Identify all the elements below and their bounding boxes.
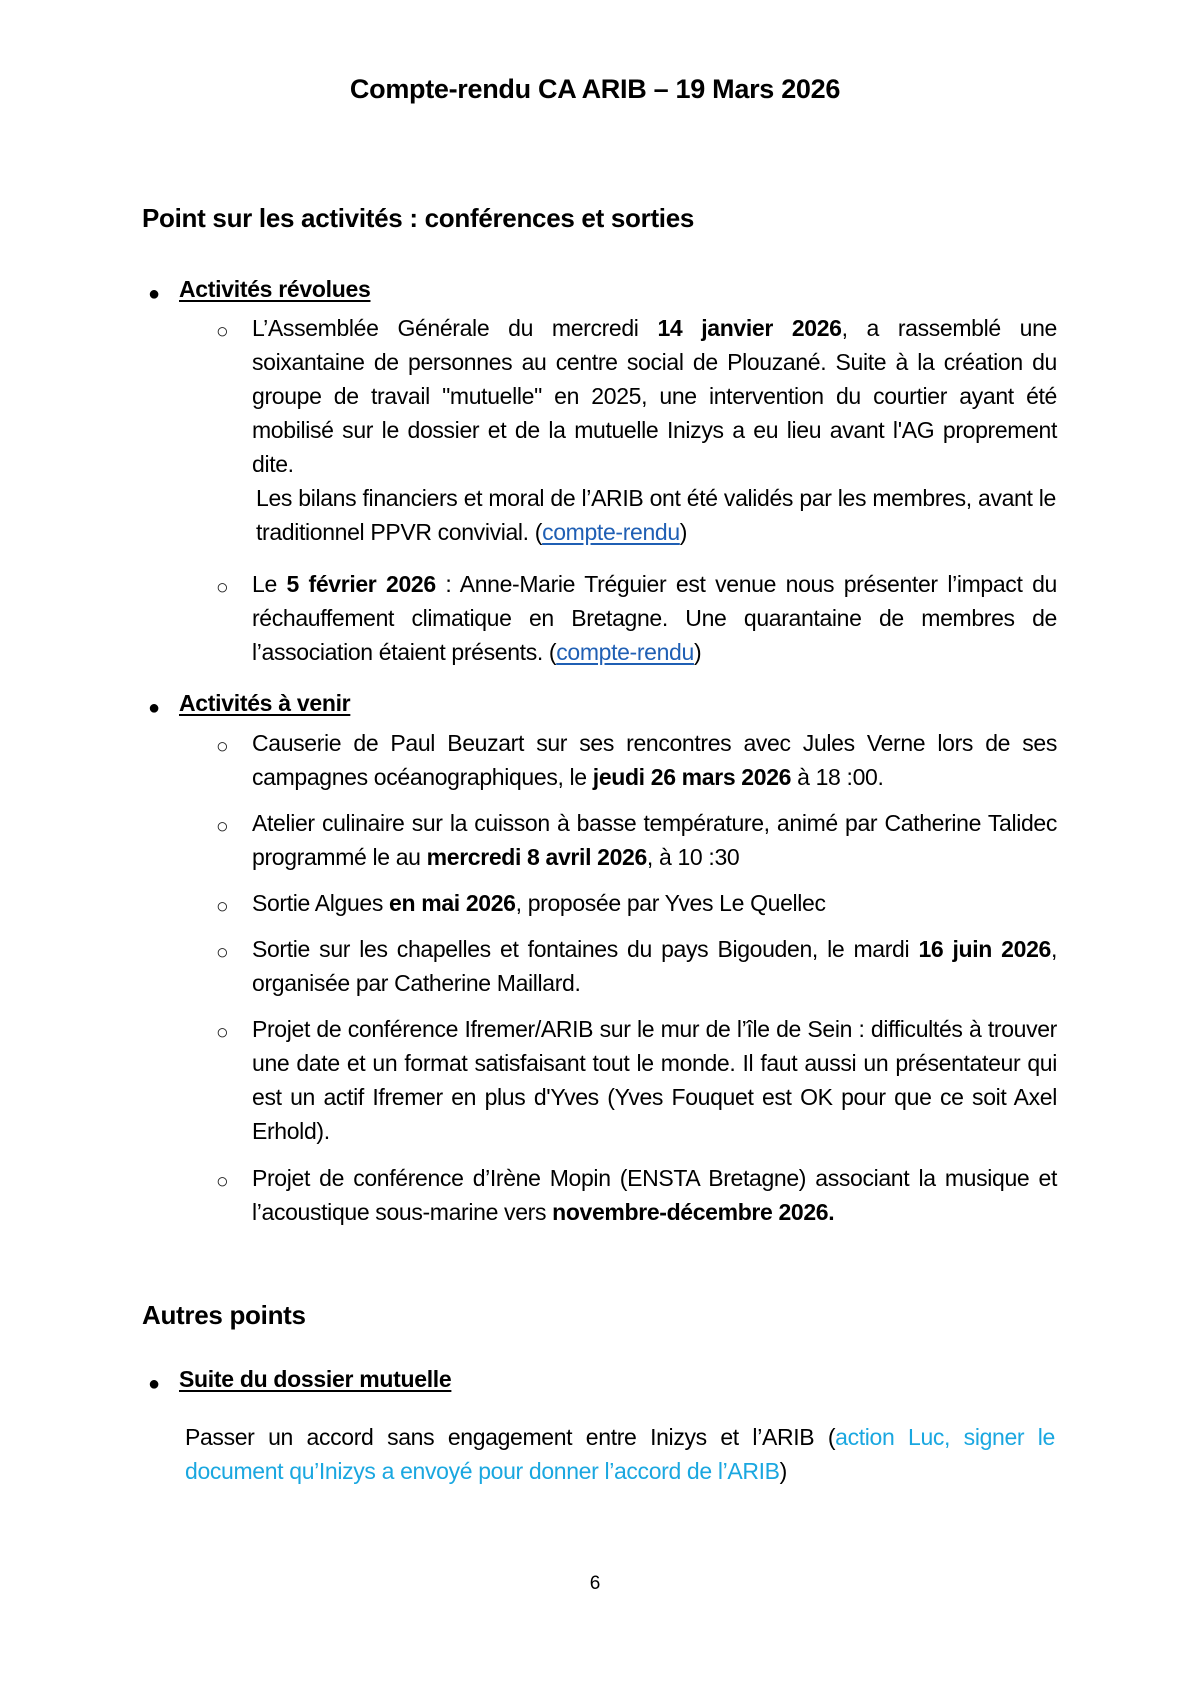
sub-bullet-icon: ○: [216, 576, 229, 599]
list-item: Sortie sur les chapelles et fontaines du pays Bigouden, le mardi 16 juin 2026, organisée par Catherine Maillard.: [252, 936, 1057, 996]
list-item: L’Assemblée Générale du mercredi 14 janvier 2026, a rassemblé une soixantaine de personnes au centre social de Plouzané. Suite à la création du groupe de travail "mutuelle" en 2025, une intervention du courtier ayant été mobilisé sur le dossier et de la mutuelle Inizys a eu lieu avant l'AG proprement dite.: [252, 315, 1057, 477]
mutuelle-paragraph: Passer un accord sans engagement entre Inizys et l’ARIB (action Luc, signer le document qu’Inizys a envoyé pour donner l’accord de l’ARIB): [185, 1424, 1056, 1484]
bullet-icon: ●: [148, 1373, 161, 1395]
subsection-mutuelle: Suite du dossier mutuelle: [179, 1366, 452, 1392]
sub-bullet-icon: ○: [216, 320, 229, 343]
list-item: Projet de conférence Ifremer/ARIB sur le mur de l’île de Sein : difficultés à trouver une date et un format satisfaisant tout le monde. Il faut aussi un présentateur qui est un actif Ifremer en plus d'Yves (Yves Fouquet est OK pour que ce soit Axel Erhold).: [252, 1016, 1057, 1144]
bullet-icon: ●: [148, 283, 161, 305]
list-item: Atelier culinaire sur la cuisson à basse température, animé par Catherine Talidec programmé le au mercredi 8 avril 2026, à 10 :30: [252, 810, 1057, 870]
section-heading-activities: Point sur les activités : conférences et sorties: [142, 203, 695, 233]
sub-bullet-icon: ○: [216, 1021, 229, 1044]
list-item: Causerie de Paul Beuzart sur ses rencontres avec Jules Verne lors de ses campagnes océanographiques, le jeudi 26 mars 2026 à 18 :00.: [252, 730, 1057, 790]
subsection-past-activities: Activités révolues: [179, 276, 371, 302]
list-item: Sortie Algues en mai 2026, proposée par Yves Le Quellec: [252, 890, 826, 916]
compte-rendu-link[interactable]: compte-rendu: [542, 519, 680, 545]
list-item: Projet de conférence d’Irène Mopin (ENSTA Bretagne) associant la musique et l’acoustique sous-marine vers novembre-décembre 2026.: [252, 1165, 1057, 1225]
sub-bullet-icon: ○: [216, 895, 229, 918]
sub-bullet-icon: ○: [216, 735, 229, 758]
list-item-continuation: Les bilans financiers et moral de l’ARIB ont été validés par les membres, avant le traditionnel PPVR convivial. (compte-rendu): [256, 485, 1056, 545]
section-heading-other: Autres points: [142, 1300, 306, 1330]
page-number: 6: [589, 1573, 601, 1594]
action-note: action Luc, signer le document qu’Inizys a envoyé pour donner l’accord de l’ARIB: [185, 1424, 1056, 1484]
bullet-icon: ●: [148, 697, 161, 719]
document-title: Compte-rendu CA ARIB – 19 Mars 2026: [349, 74, 841, 104]
sub-bullet-icon: ○: [216, 815, 229, 838]
sub-bullet-icon: ○: [216, 941, 229, 964]
subsection-upcoming-activities: Activités à venir: [179, 690, 351, 716]
compte-rendu-link[interactable]: compte-rendu: [556, 639, 694, 665]
list-item: Le 5 février 2026 : Anne-Marie Tréguier est venue nous présenter l’impact du réchauffement climatique en Bretagne. Une quarantaine de membres de l’association étaient présents. (compte-rendu): [252, 571, 1057, 665]
sub-bullet-icon: ○: [216, 1170, 229, 1193]
